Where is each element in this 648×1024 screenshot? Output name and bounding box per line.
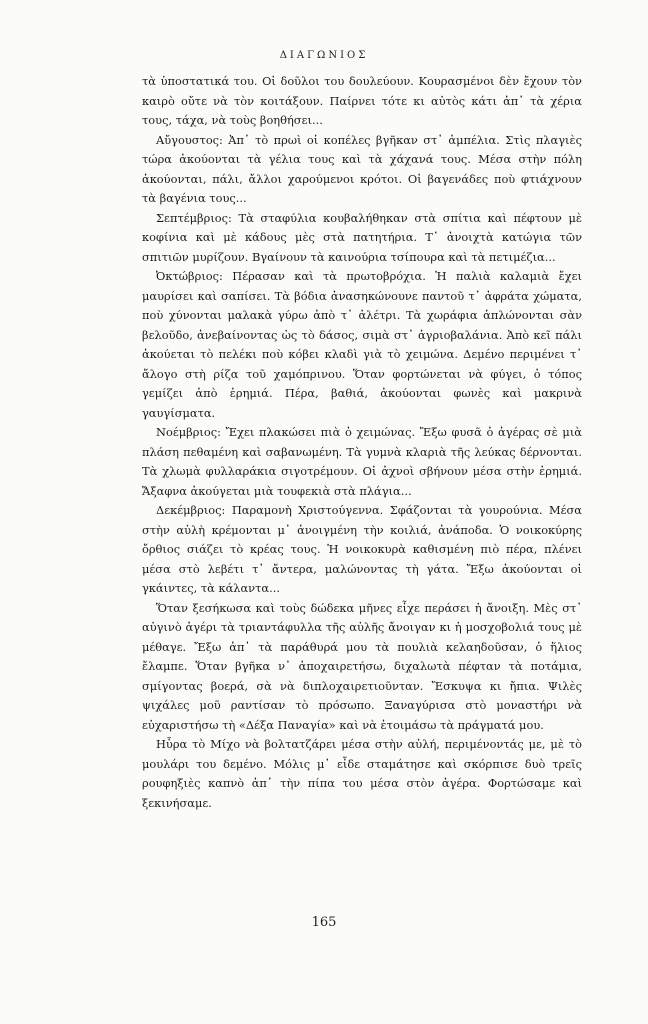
paragraph-august: Αὔγουστος: Ἀπ᾿ τὸ πρωὶ οἱ κοπέλες βγῆκαν στ᾿ ἀμπέλια. Στὶς πλαγιὲς τώρα ἀκούονται τὰ γέλια τους καὶ τὰ χάχανά τους. Μέσα στὴν πόλη ἀκούονται, πάλι, ἄλλοι χαρούμενοι κρότοι. Οἱ βαγενάδες ποὺ φτιάχνουν τὰ βαγένια τους...: [142, 132, 582, 205]
paragraph-november: Νοέμβριος: Ἔχει πλακώσει πιὰ ὁ χειμώνας. Ἔξω φυσᾶ ὁ ἀγέρας σὲ μιὰ πλάση πεθαμένη καὶ σαβανωμένη. Τὰ γυμνὰ κλαριὰ τῆς λεύκας δέρνονται. Τὰ χλωμὰ φυλλαράκια σιγοτρέμουν. Οἱ ἀχνοὶ σβήνουν μέσα στὴν ἐρημιά. Ἄξαφνα ἀκούγεται μιὰ τουφεκιὰ στὰ πλάγια...: [142, 425, 582, 498]
body-text: [142, 72, 582, 813]
paragraph-departure: Ηὗρα τὸ Μίχο νὰ βολτατζάρει μέσα στὴν αὐλή, περιμένοντάς με, μὲ τὸ μουλάρι του δεμένο. Μόλις μ᾿ εἶδε σταμάτησε καὶ σκόρπισε δυὸ τρεῖς ρουφηξιὲς καπνὸ ἀπ᾿ τὴν πίπα του μέσα στὸν ἀγέρα. Φορτώσαμε καὶ ξεκινήσαμε.: [142, 737, 582, 810]
paragraph-continuation: τὰ ὑποστατικά του. Οἱ δοῦλοι του δουλεύουν. Κουρασμένοι δὲν ἔχουν τὸν καιρὸ οὔτε νὰ τὸν κοιτάξουν. Παίρνει τότε κι αὐτὸς κάτι ἀπ᾿ τὰ χέρια τους, τάχα, νὰ τοὺς βοηθήσει...: [142, 74, 582, 127]
running-head: ΔΙΑΓΩΝΙΟΣ: [279, 50, 369, 61]
page-number: 165: [311, 915, 337, 930]
paragraph-september: Σεπτέμβριος: Τὰ σταφύλια κουβαλήθηκαν στὰ σπίτια καὶ πέφτουν μὲ κοφίνια καὶ μὲ κάδους μὲς στὰ πατητήρια. Τ᾿ ἀνοιχτὰ κατώγια τῶν σπιτιῶν μυρίζουν. Βγαίνουν τὰ καινούρια τσίπουρα καὶ τὰ πετιμέζια...: [142, 210, 582, 264]
paragraph-october: Ὀκτώβριος: Πέρασαν καὶ τὰ πρωτοβρόχια. Ἡ παλιὰ καλαμιὰ ἔχει μαυρίσει καὶ σαπίσει. Τὰ βόδια ἀνασηκώνουνε παντοῦ τ᾿ ἀφράτα χώματα, ποὺ χύνονται μαλακὰ γύρω ἀπὸ τ᾿ ἀλέτρι. Τὰ χωράφια ἁπλώνονται σὰν βελοῦδο, ἀνεβαίνοντας ὡς τὸ δάσος, σιμὰ στ᾿ ἀγριοβαλάνια. Ἀπὸ κεῖ πάλι ἀκούεται τὸ πελέκι ποὺ κόβει κλαδὶ γιὰ τὸ χειμώνα. Δεμένο περιμένει τ᾿ ἄλογο στὴ ρίζα τοῦ χαμόπρινου. Ὅταν φορτώνεται νὰ φύγει, ὁ τόπος γεμίζει ἀπὸ ἐρημιά. Πέρα, βαθιά, ἀκούονται φωνὲς καὶ μακρινὰ γαυγίσματα.: [142, 269, 582, 420]
paragraph-december: Δεκέμβριος: Παραμονὴ Χριστούγεννα. Σφάζονται τὰ γουρούνια. Μέσα στὴν αὐλὴ κρέμονται μ᾿ ἀνοιγμένη τὴν κοιλιά, ἀνάποδα. Ὁ νοικοκύρης ὄρθιος σιάζει τὸ κρέας τους. Ἡ νοικοκυρὰ καθισμένη πιὸ πέρα, πλένει μέσα στὸ λεβέτι τ᾿ ἄντερα, μαλώνοντας τὴ γάτα. Ἔξω ἀκούονται οἱ γκάιντες, τὰ κάλαντα...: [142, 503, 582, 595]
paragraph-spring: Ὅταν ξεσήκωσα καὶ τοὺς δώδεκα μῆνες εἶχε περάσει ἡ ἄνοιξη. Μὲς στ᾿ αὐγινὸ ἀγέρι τὰ τριαντάφυλλα τῆς αὐλῆς ἄνοιγαν κι ἡ μοσχοβολιά τους μὲ μέθαγε. Ἔξω ἀπ᾿ τὰ παράθυρά μου τὰ πουλιὰ κελαηδοῦσαν, ὁ ἥλιος ἔλαμπε. Ὅταν βγῆκα ν᾿ ἀποχαιρετήσω, διχαλωτὰ πέφταν τὰ ποτάμια, σμίγοντας βοερά, σὰ νὰ διπλοχαιρετιοῦνταν. Ἔσκυψα κι ἤπια. Ψιλὲς ψιχάλες μοῦ ραντίσαν τὸ πρόσωπο. Ξαναγύρισα στὸ μοναστήρι νὰ εὐχαριστήσω τὴ «Δέξα Παναγία» καὶ νὰ ἑτοιμάσω τὰ πράγματά μου.: [142, 600, 582, 732]
